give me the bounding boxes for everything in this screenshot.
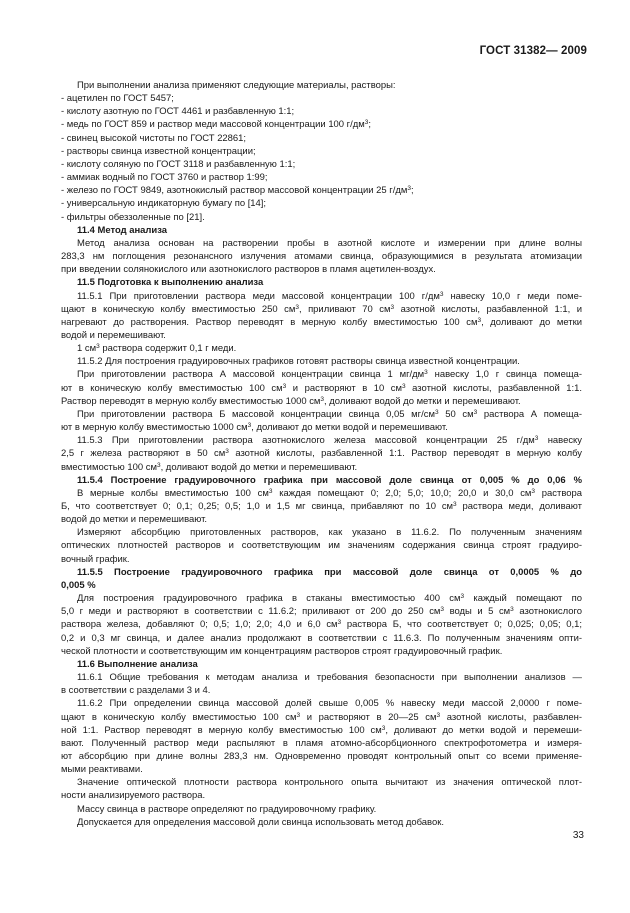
text-line: водой до метки и перемешивают. [61, 514, 207, 526]
text-line: ности анализируемого раствора. [61, 790, 206, 802]
page-number: 33 [572, 830, 584, 841]
text-line: Допускается для определения массовой доли свинца использовать метод добавок. [77, 816, 444, 828]
text-line: 11.5.3 При приготовлении раствора азотнокислого железа массовой концентрации 25 $г/дм^3$ навеску [77, 435, 582, 447]
text-line: При приготовлении раствора А массовой концентрации свинца 1 $мг/дм^3$ навеску 1,0 г свинца помеща- [77, 369, 582, 381]
text-line: 11.5.2 Для построения градуировочных графиков готовят растворы свинца известной концентрации. [77, 356, 520, 368]
text-line: ной 1:1. Раствор переводят в мерную колбу вместимостью 100 $см^3$, доливают до метки водой и перемеши- [61, 724, 582, 736]
text-line: Значение оптической плотности раствора контрольного опыта вычитают из значения оптической плот- [77, 777, 582, 789]
text-line: - кислоту азотную по ГОСТ 4461 и разбавленную 1:1; [61, 106, 295, 118]
text-line: 5,0 г меди и растворяют в соответствии с 11.6.2; приливают от 200 до 250 $см^3$ воды и 5 $см^3$ азотнокислого [61, 606, 582, 618]
text-line: 2,5 г железа растворяют в 50 $см^3$ азотной кислоты, разбавленной 1:1. Раствор переводят в мерную колбу [61, 448, 582, 460]
text-line: - растворы свинца известной концентрации; [61, 145, 256, 157]
text-line: мыми реактивами. [61, 764, 143, 776]
document-code-header: ГОСТ 31382— 2009 [479, 45, 587, 57]
text-line: 0,2 и 0,3 мг свинца, и далее анализ продолжают в соответствии с 11.6.3. По полученным значениям опти- [61, 632, 582, 644]
text-line: 11.5.4 Построение градуировочного графика при массовой доле свинца от 0,005 % до 0,06 % [77, 474, 582, 486]
text-line: 11.4 Метод анализа [77, 224, 168, 236]
text-line: 11.5.1 При приготовлении раствора меди массовой концентрации 100 $г/дм^3$ навеску 10,0 г меди поме- [77, 290, 583, 302]
text-line: водой и перемешивают. [61, 329, 166, 341]
text-line: в соответствии с разделами 3 и 4. [61, 685, 211, 697]
text-line: ют в коническую колбу вместимостью 100 $см^3$ и растворяют в 10 $см^3$ азотной кислоты, разбавленной 1:1. [61, 382, 582, 394]
text-line: - свинец высокой чистоты по ГОСТ 22861; [61, 132, 247, 144]
text-line: ют абсорбцию при длине волны 283,3 нм. Одновременно проводят контрольный опыт со всеми применяе- [61, 750, 582, 762]
text-line: Б, что соответствует 0; 0,1; 0,25; 0,5; 1,0 и 1,5 мг свинца, прибавляют по 10 $см^3$ раствора меди, доливают [61, 501, 582, 512]
text-line: Массу свинца в растворе определяют по градуировочному графику. [77, 803, 377, 815]
text-line: 1 $см^3$ раствора содержит 0,1 г меди. [77, 343, 237, 355]
text-line: - аммиак водный по ГОСТ 3760 и раствор 1:99; [61, 172, 268, 184]
text-line: Метод анализа основан на растворении пробы в азотной кислоте и измерении при длине волны [77, 237, 582, 249]
text-line: 11.5 Подготовка к выполнению анализа [77, 277, 264, 289]
text-line: 283,3 нм поглощения резонансного излучения атомами свинца, образующимися в результата атомизации [61, 251, 582, 263]
text-line: ют в мерную колбу вместимостью 1000 $см^3$, доливают до метки водой и перемешивают. [61, 422, 448, 434]
text-line: при введении солянокислого или азотнокислого растворов в пламя ацетилен-воздух. [61, 264, 436, 276]
text-line: ческой плотности и соответствующим им концентрациям растворов строят градуировочный график. [61, 645, 503, 657]
text-line: - ацетилен по ГОСТ 5457; [61, 93, 174, 105]
text-line: 11.6.1 Общие требования к методам анализа и требования безопасности при выполнении анализов — [77, 672, 582, 684]
text-line: Измеряют абсорбцию приготовленных растворов, как указано в 11.6.2. По полученным значениям [77, 527, 582, 539]
text-line: - медь по ГОСТ 859 и раствор меди массовой концентрации 100 $г/дм^3$; [61, 119, 371, 131]
text-line: 11.6 Выполнение анализа [77, 658, 198, 670]
text-line: При приготовлении раствора Б массовой концентрации свинца 0,05 $мг/см^3$ 50 $см^3$ раствора А помеща- [77, 408, 583, 420]
text-line: вают. Полученный раствор меди распыляют в пламя атомно-абсорбционного спектрофотометра и измеря- [61, 737, 582, 749]
text-line: оптических плотностей растворов и соответствующим им значениям содержания свинца строят градуиро- [61, 540, 582, 552]
text-line: раствора железа, добавляют 0; 0,5; 1,0; 2,0; 4,0 и 6,0 $см^3$ раствора Б, что соответствует 0; 0,025; 0,05; 0,1; [61, 619, 582, 631]
text-line: - железо по ГОСТ 9849, азотнокислый раствор массовой концентрации 25 $г/дм^3$; [61, 185, 414, 197]
text-line: При выполнении анализа применяют следующие материалы, растворы: [77, 80, 396, 91]
text-line: - универсальную индикаторную бумагу по [14]; [61, 198, 267, 210]
text-line: 0,005 % [61, 579, 96, 591]
text-line: Раствор переводят в мерную колбу вместимостью 1000 $см^3$, доливают водой до метки и перемешивают. [61, 395, 521, 407]
text-line: 11.5.5 Построение градуировочного графика при массовой доле свинца от 0,0005 % до [77, 566, 582, 578]
text-line: щают в коническую колбу вместимостью 100 $см^3$ и растворяют в 20—25 $см^3$ азотной кислоты, разбавлен- [61, 711, 582, 723]
text-line: нагревают до растворения. Раствор переводят в мерную колбу вместимостью 100 $см^3$, доливают до метки [61, 316, 582, 328]
text-line: щают в коническую колбу вместимостью 250 $см^3$, приливают 70 $см^3$ азотной кислоты, разбавленной 1:1, и [61, 303, 582, 315]
text-line: вочный график. [61, 553, 130, 565]
text-line: вместимостью 100 $см^3$, доливают водой до метки и перемешивают. [61, 461, 358, 473]
text-line: В мерные колбы вместимостью 100 $см^3$ каждая помещают 0; 2,0; 5,0; 10,0; 20,0 и 30,0 $см^3$ раствора [77, 487, 582, 499]
text-line: - кислоту соляную по ГОСТ 3118 и разбавленную 1:1; [61, 158, 296, 170]
text-line: 11.6.2 При определении свинца массовой долей свыше 0,005 % навеску меди массой 2,0000 г поме- [77, 698, 582, 710]
text-line: - фильтры обеззоленные по [21]. [61, 211, 205, 223]
text-line: Для построения градуировочного графика в стаканы вместимостью 400 $см^3$ каждый помещают по [77, 593, 582, 605]
document-body [61, 79, 582, 829]
